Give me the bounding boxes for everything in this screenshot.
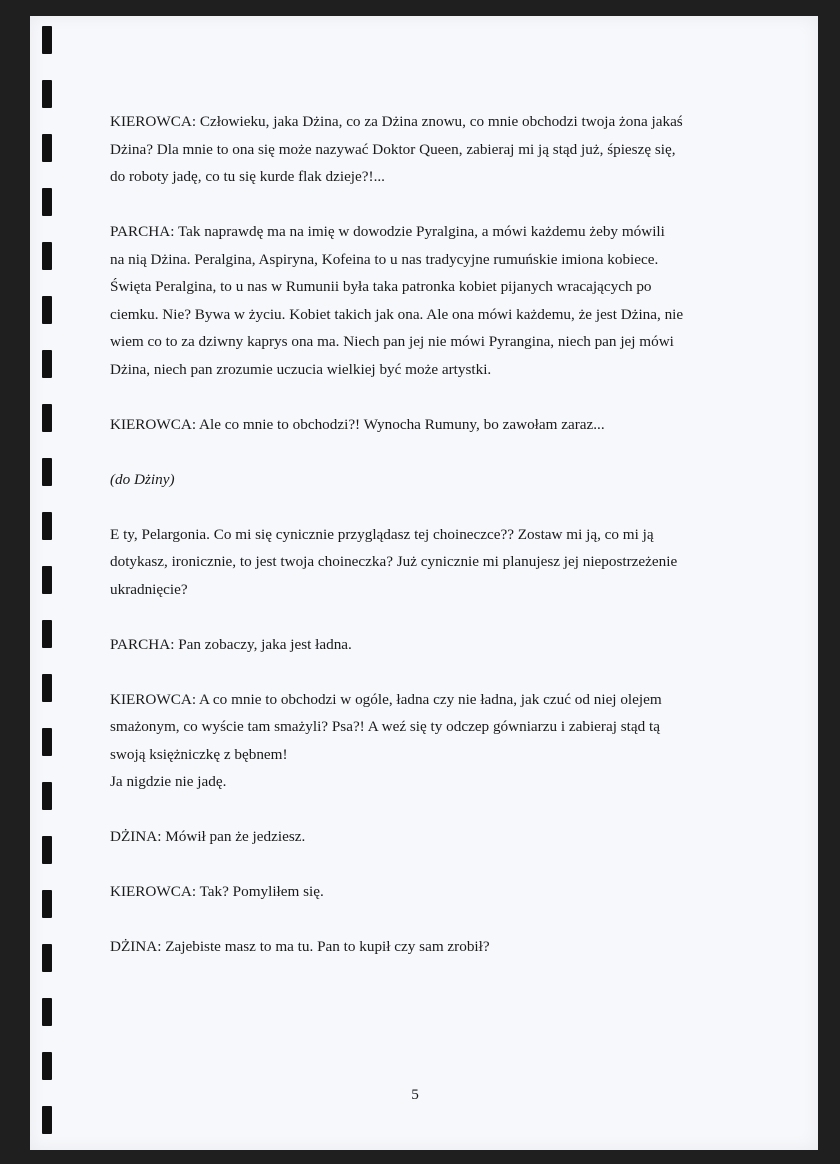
dialogue-paragraph-kierowca: KIEROWCA: Ale co mnie to obchodzi?! Wynocha Rumuny, bo zawołam zaraz... [110,415,605,433]
binding-hole [42,782,52,810]
binding-hole [42,26,52,54]
binding-hole [42,458,52,486]
binding-hole [42,836,52,864]
dialogue-paragraph-kierowca: KIEROWCA: Człowieku, jaka Dżina, co za Dżina znowu, co mnie obchodzi twoja żona jakaś Dżina? Dla mnie to ona się może nazywać Doktor Queen, zabieraj mi ją stąd już, śpieszę się, do roboty jadę, co tu się kurde flak dzieje?!... [110,113,683,185]
binding-hole [42,728,52,756]
binding-hole [42,620,52,648]
binding-hole [42,242,52,270]
dialogue-paragraph-kierowca: KIEROWCA: Tak? Pomyliłem się. [110,883,324,900]
page-number: 5 [411,1086,419,1103]
stage-direction: (do Dżiny) [110,470,175,488]
binding-hole [42,188,52,216]
binding-hole [42,1106,52,1134]
script-text [110,108,730,988]
binding-hole [42,80,52,108]
binding-hole [42,512,52,540]
dialogue-paragraph-dzina: DŻINA: Mówił pan że jedziesz. [110,828,306,845]
binding-hole [42,404,52,432]
dialogue-paragraph-dzina: DŻINA: Zajebiste masz to ma tu. Pan to kupił czy sam zrobił? [110,938,490,955]
binding-hole [42,1052,52,1080]
binding-hole [42,674,52,702]
binding-hole [42,134,52,162]
dialogue-paragraph-parcha: PARCHA: Pan zobaczy, jaka jest ładna. [110,635,352,653]
binding-hole [42,566,52,594]
dialogue-paragraph-kierowca: KIEROWCA: A co mnie to obchodzi w ogóle, ładna czy nie ładna, jak czuć od niej olejem smażonym, co wyście tam smażyli? Psa?! A weź się ty odczep gówniarzu i zabieraj stąd tą swoją księżniczkę z bębnem! Ja nigdzie nie jadę. [110,690,662,790]
binding-hole [42,998,52,1026]
dialogue-paragraph-parcha: PARCHA: Tak naprawdę ma na imię w dowodzie Pyralgina, a mówi każdemu żeby mówili na nią Dżina. Peralgina, Aspiryna, Kofeina to u nas tradycyjne rumuńskie imiona kobiece. Święta Peralgina, to u nas w Rumunii była taka patronka kobiet pijanych wracających po ciemku. Nie? Bywa w życiu. Kobiet takich jak ona. Ale ona mówi każdemu, że jest Dżina, nie wiem co to za dziwny kaprys ona ma. Niech pan jej nie mówi Pyrangina, niech pan jej mówi Dżina, niech pan zrozumie uczucia wielkiej być może artystki. [110,223,684,378]
dialogue-paragraph-continuation: E ty, Pelargonia. Co mi się cynicznie przyglądasz tej choineczce?? Zostaw mi ją, co mi ją dotykasz, ironicznie, to jest twoja choineczka? Już cynicznie mi planujesz jej niepostrzeżenie ukradnięcie? [110,525,678,598]
binding-hole [42,350,52,378]
binding-hole [42,944,52,972]
binding-hole [42,890,52,918]
binding-hole [42,296,52,324]
